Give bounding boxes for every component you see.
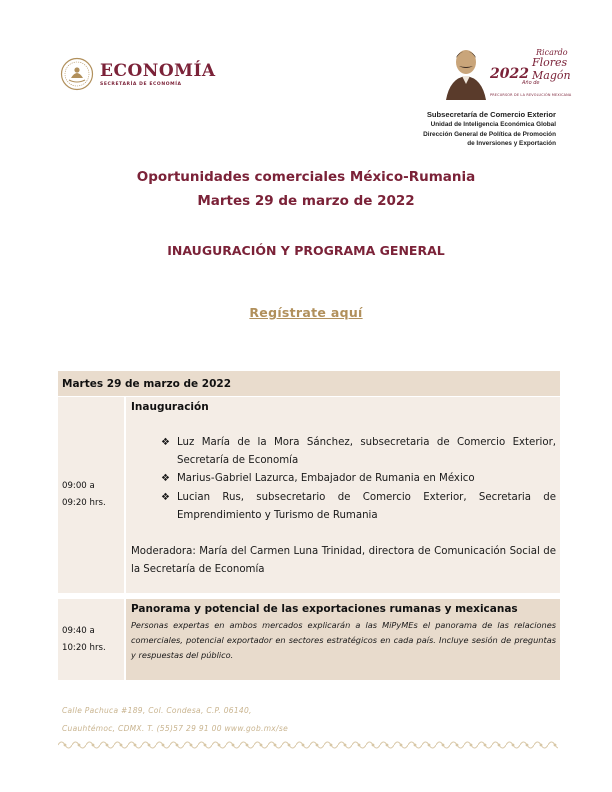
session-time [58,397,126,593]
decorative-pattern-band [58,738,558,752]
program-table [58,371,560,680]
time-end: 10:20 hrs. [62,642,106,653]
list-item: ❖ Luz María de la Mora Sánchez, subsecretaria de Comercio Exterior, Secretaría de Economía [161,434,556,470]
dept-line-4: de Inversiones y Exportación [467,140,556,147]
logo-ano-label: Año de [522,80,540,86]
session-description: Personas expertas en ambos mercados explicarán a las MiPyMEs el panorama de las relaciones comerciales, potencial exportador en sectores estratégicos en cada país. Incluye sesión de preguntas y respuestas del público. [131,620,556,660]
list-item: ❖ Marius-Gabriel Lazurca, Embajador de Rumania en México [161,470,556,488]
dept-line-2: Unidad de Inteligencia Económica Global [430,121,556,128]
time-start: 09:00 a [62,481,95,491]
table-row [58,599,560,680]
register-link[interactable]: Regístrate aquí [249,305,363,320]
logo-title: ECONOMÍA [100,60,216,81]
logo-caption: PRECURSOR DE LA REVOLUCIÓN MEXICANA [490,93,572,97]
moderator-text: Moderadora: María del Carmen Luna Trinidad, directora de Comunicación Social de la Secretaría de Economía [131,546,556,576]
footer-address [62,702,288,738]
logo-name-line1: Ricardo [536,48,568,57]
session-time [58,599,126,680]
anniversary-logo [444,44,572,100]
event-title: Oportunidades comerciales México-Rumania [136,169,476,185]
speaker-list [161,434,556,525]
logo-year: 2022 [490,66,529,82]
dept-line-3: Dirección General de Política de Promoción [423,130,556,138]
table-date-header [58,371,560,397]
portrait-icon [444,44,488,100]
session-title: Inauguración [131,401,209,413]
department-block [423,109,556,149]
national-seal-icon [60,57,94,91]
date-header-text: Martes 29 de marzo de 2022 [62,377,232,390]
event-date: Martes 29 de marzo de 2022 [197,193,415,209]
dept-line-1: Subsecretaría de Comercio Exterior [426,110,556,119]
register-container [0,302,612,321]
session-title: Panorama y potencial de las exportaciones rumanas y mexicanas [131,603,518,615]
footer-line-2: Cuauhtémoc, CDMX. T. (55)57 29 91 00 www.gob.mx/se [62,724,288,733]
footer-line-1: Calle Pachuca #189, Col. Condesa, C.P. 06140, [62,706,252,715]
list-item: ❖ Lucian Rus, subsecretario de Comercio Exterior, Secretaria de Emprendimiento y Turismo de Rumania [161,489,556,525]
time-start: 09:40 a [62,625,95,636]
logo-subtitle: SECRETARÍA DE ECONOMÍA [100,81,182,87]
economia-logo [60,54,216,94]
logo-name-line3: Magón [532,69,571,82]
table-row [58,397,560,593]
logo-name-line2: Flores [532,56,568,69]
section-title: INAUGURACIÓN Y PROGRAMA GENERAL [167,243,445,258]
session-content [126,599,560,680]
time-end: 09:20 hrs. [62,498,106,508]
session-content [126,397,560,593]
